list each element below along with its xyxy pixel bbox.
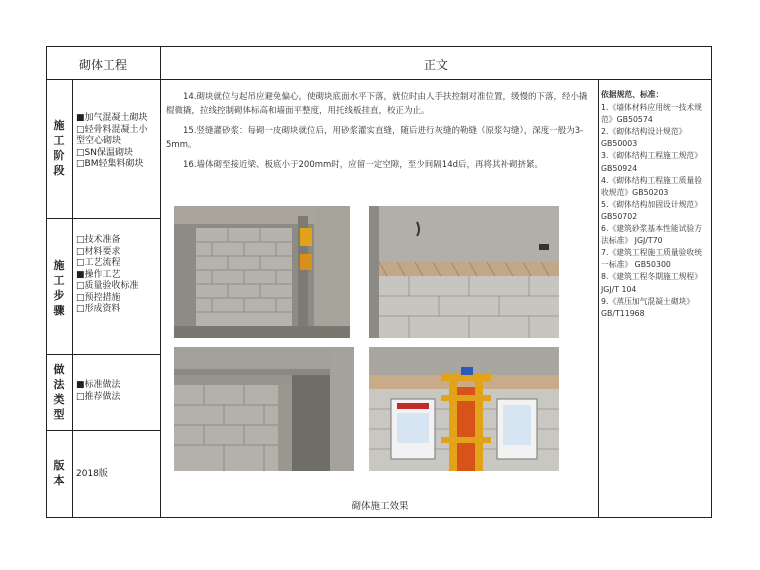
- option-tech-prep[interactable]: □技术准备: [76, 235, 121, 245]
- paragraph-15: 15.竖缝灌砂浆：每砌一皮砌块就位后，用砂浆灌实直缝，随后进行灰缝的勒缝（原浆勾缝），深度一般为3-5mm。: [166, 126, 584, 150]
- reference-item: 5.《砌体结构加固设计规范》GB50702: [601, 199, 703, 221]
- stage-label: 施 工 阶 段: [53, 119, 65, 177]
- version-value: 2018版: [76, 469, 108, 479]
- option-materials[interactable]: □材料要求: [76, 246, 121, 257]
- reference-item: 9.《蒸压加气混凝土砌块》GB/T11968: [601, 296, 695, 318]
- option-process-flow[interactable]: □工艺流程: [76, 258, 121, 268]
- option-lightweight-block-cont: 型空心砌块: [76, 136, 122, 146]
- paragraph-14: 14.砌块就位与起吊应避免偏心，使砌块底面水平下落，就位时由人手扶控制对准位置，缓慢的下落，经小撬棍微撬，拉线控制砌体标高和墙面平整度，用托线板挂直，校正为止。: [166, 92, 588, 116]
- steps-options: [76, 235, 160, 316]
- option-quality[interactable]: □质量验收标准: [76, 281, 139, 291]
- photo-caption: 砌体施工效果: [351, 501, 409, 512]
- option-precontrol[interactable]: □预控措施: [76, 292, 121, 303]
- header-divider: [46, 79, 712, 80]
- version-label: 版 本: [53, 459, 65, 487]
- label-column-divider: [72, 80, 73, 517]
- option-standard[interactable]: ■标准做法: [76, 380, 121, 390]
- reference-title: 依据规范、标准：: [601, 90, 664, 99]
- reference-item: 3.《砌体结构工程施工规范》GB50924: [601, 151, 703, 173]
- method-label: 做 法 类 型: [53, 363, 65, 421]
- row-divider-1: [46, 218, 160, 219]
- reference-list: [601, 89, 709, 320]
- row-divider-2: [46, 354, 160, 355]
- option-records[interactable]: □形成资料: [76, 304, 121, 314]
- photo-wall-in-progress: [174, 206, 350, 338]
- main-column-divider: [160, 47, 161, 517]
- row-divider-3: [46, 430, 160, 431]
- option-recommended[interactable]: □推荐做法: [76, 391, 121, 402]
- photo-display-board: [369, 347, 559, 471]
- reference-item: 8.《建筑工程冬期施工规程》JGJ/T 104: [601, 272, 703, 294]
- reference-item: 2.《砌体结构设计规范》GB50003: [601, 127, 687, 149]
- photo-wall-top-gap: [369, 206, 559, 338]
- option-sn-block[interactable]: □SN保温砌块: [76, 147, 133, 158]
- reference-item: 1.《墙体材料应用统一技术规范》GB50574: [601, 103, 703, 125]
- reference-item: 7.《建筑工程施工质量验收统一标准》 GB50300: [601, 248, 703, 270]
- photo-door-opening: [174, 347, 354, 471]
- option-bm-block[interactable]: □BM轻集料砌块: [76, 159, 144, 169]
- reference-column-divider: [598, 80, 599, 517]
- method-options: [76, 380, 160, 403]
- option-aerated-block[interactable]: ■加气混凝土砌块: [76, 113, 148, 123]
- stage-options: [76, 113, 160, 171]
- option-lightweight-block[interactable]: □轻骨料混凝土小: [76, 124, 148, 135]
- body-text: [166, 90, 592, 178]
- reference-item: 4.《砌体结构工程施工质量验收规范》GB50203: [601, 175, 703, 197]
- paragraph-16: 16.墙体砌至接近梁、板底小于200mm时，应留一定空隙，至少间隔14d后，再将其补砌挤紧。: [183, 160, 544, 170]
- section-title: 砌体工程: [78, 58, 127, 72]
- reference-item: 6.《建筑砂浆基本性能试验方法标准》 JGJ/T70: [601, 224, 703, 246]
- option-operation[interactable]: ■操作工艺: [76, 269, 121, 280]
- main-title: 正文: [423, 58, 448, 72]
- steps-label: 施 工 步 骤: [53, 259, 65, 317]
